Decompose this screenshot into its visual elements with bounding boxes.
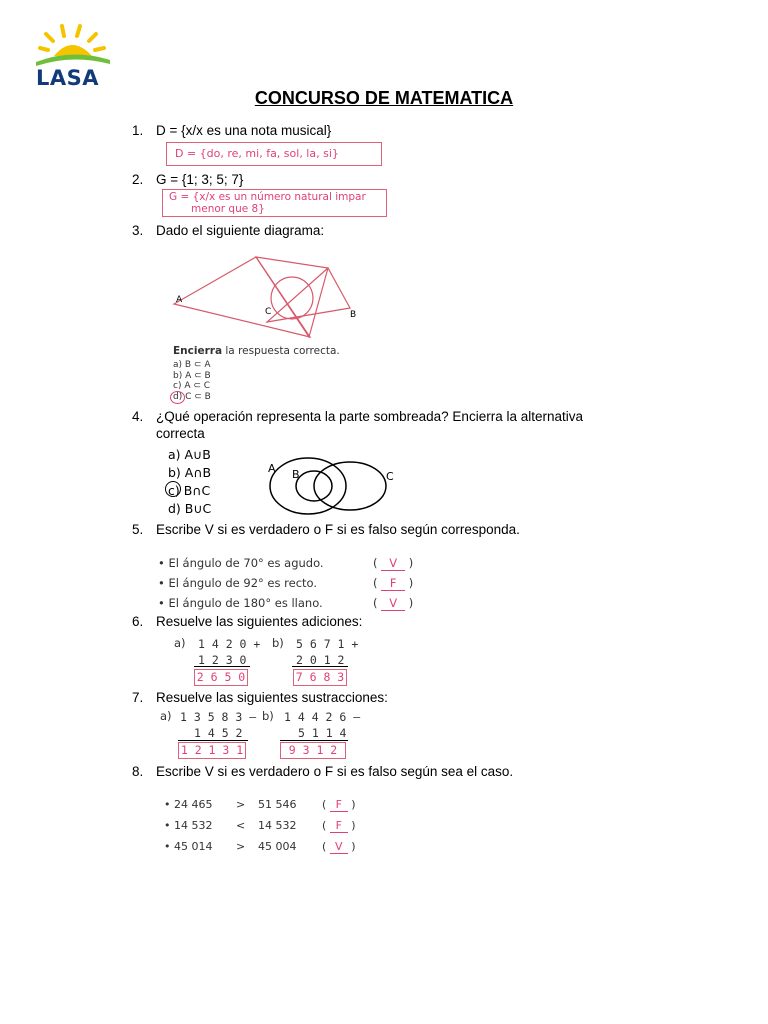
sum-b-label: b) [272, 636, 284, 650]
selected-option-circle [170, 391, 185, 404]
triangle-a [174, 257, 310, 337]
right-number: 51 546 [258, 798, 297, 811]
question-number: 1. [132, 123, 144, 138]
addend-1: 5 6 7 1 + [296, 637, 359, 651]
sub-result-box[interactable]: 1 2 1 3 1 [178, 742, 246, 759]
option-b[interactable]: b) A∩B [168, 465, 212, 480]
label-c: C [265, 307, 272, 317]
question-text-line1: ¿Qué operación representa la parte sombreada? Encierra la alternativa [156, 409, 583, 424]
comparison-list [164, 798, 364, 861]
question-text: Escribe V si es verdadero o F si es falso según corresponda. [156, 522, 520, 537]
operator: > [236, 798, 246, 811]
answer-box [166, 142, 382, 166]
sum-a [198, 636, 260, 668]
sum-result-box[interactable]: 2 6 5 0 [194, 669, 248, 686]
tf-statement: • El ángulo de 92° es recto. [158, 576, 318, 590]
operator: > [236, 840, 246, 853]
left-number: • 14 532 [164, 819, 213, 832]
question-text: Resuelve las siguientes sustracciones: [156, 690, 388, 705]
tf-statement: • El ángulo de 70° es agudo. [158, 556, 324, 570]
sub-b [284, 709, 360, 741]
sub-a-label: a) [160, 709, 172, 723]
tf-list [158, 556, 418, 616]
minuend: 1 4 4 2 6 – [284, 710, 361, 724]
set-c [314, 462, 386, 510]
instruction-rest: la respuesta correcta. [222, 345, 340, 357]
lasa-logo [32, 22, 114, 92]
instruction-bold: Encierra [173, 345, 223, 357]
sub-line [178, 740, 248, 741]
question-number: 7. [132, 690, 144, 705]
question-text: Escribe V si es verdadero o F si es falso según sea el caso. [156, 764, 514, 779]
answer-box [162, 189, 387, 217]
sum-line [292, 666, 348, 667]
tf-item: • El ángulo de 180° es llano. ( V ) [158, 596, 414, 610]
option-b[interactable]: b) A ⊂ B [173, 370, 211, 381]
addend-2: 2 0 1 2 [296, 653, 345, 667]
left-number: • 45 014 [164, 840, 213, 853]
minuend: 1 3 5 8 3 – [180, 710, 257, 724]
question-text: G = {1; 3; 5; 7} [156, 172, 244, 187]
triangle-aux [256, 257, 328, 337]
option-d[interactable]: d) C ⊂ B [173, 391, 211, 402]
left-number: • 24 465 [164, 798, 213, 811]
answer-line: menor que 8} [191, 203, 265, 215]
answer-line: G = {x/x es un número natural impar [169, 191, 366, 203]
comparison-item: • 45 014 > 45 004 ( V ) [164, 840, 356, 853]
page-title: CONCURSO DE MATEMATICA [254, 88, 514, 108]
label-c: C [386, 470, 394, 483]
selected-option-circle [165, 481, 181, 497]
question-number: 4. [132, 409, 144, 424]
question-number: 2. [132, 172, 144, 187]
option-c[interactable]: c) B∩C [168, 483, 211, 498]
option-a[interactable]: a) B ⊂ A [173, 360, 211, 370]
sub-line [280, 740, 348, 741]
sub-b-label: b) [262, 709, 274, 723]
sum-line [194, 666, 250, 667]
sub-a [180, 709, 256, 741]
tf-answer[interactable]: F [330, 798, 348, 812]
label-a: A [268, 462, 276, 475]
option-a[interactable]: a) A∪B [168, 447, 211, 462]
subtrahend: 1 4 5 2 [194, 726, 243, 740]
set-a [270, 458, 346, 514]
label-b: B [292, 468, 300, 481]
question-number: 8. [132, 764, 144, 779]
tf-item: • El ángulo de 92° es recto. ( F ) [158, 576, 414, 590]
answer-text: D = {do, re, mi, fa, sol, la, si} [175, 147, 339, 160]
sun-icon [32, 22, 114, 68]
question-text-line2: correcta [156, 426, 205, 441]
subtrahend: 5 1 1 4 [298, 726, 347, 740]
addend-1: 1 4 2 0 + [198, 637, 261, 651]
question-number: 3. [132, 223, 144, 238]
tf-answer[interactable]: V [330, 840, 348, 854]
label-a: A [176, 295, 183, 305]
option-c[interactable]: c) A ⊂ C [173, 381, 211, 391]
tf-statement: • El ángulo de 180° es llano. [158, 596, 323, 610]
triangle-b [267, 268, 350, 322]
addend-2: 1 2 3 0 [198, 653, 247, 667]
operator: < [236, 819, 246, 832]
tf-item: • El ángulo de 70° es agudo. ( V ) [158, 556, 414, 570]
sum-b [296, 636, 358, 668]
logo-text: LASA [36, 66, 100, 90]
sub-result-box[interactable]: 9 3 1 2 [280, 742, 346, 759]
tf-answer[interactable]: F [381, 576, 405, 591]
option-d[interactable]: d) B∪C [168, 501, 212, 516]
tf-answer[interactable]: V [381, 596, 405, 611]
sum-a-label: a) [174, 636, 186, 650]
tf-answer[interactable]: V [381, 556, 405, 571]
instruction [173, 345, 340, 357]
label-b: B [350, 310, 357, 320]
question-number: 6. [132, 614, 144, 629]
comparison-item: • 24 465 > 51 546 ( F ) [164, 798, 356, 811]
question-text: Dado el siguiente diagrama: [156, 223, 325, 238]
right-number: 14 532 [258, 819, 297, 832]
star-diagram [170, 252, 370, 344]
sum-result-box[interactable]: 7 6 8 3 [293, 669, 347, 686]
question-text: D = {x/x es una nota musical} [156, 123, 332, 138]
venn-diagram [262, 456, 402, 518]
question-text: Resuelve las siguientes adiciones: [156, 614, 363, 629]
question-number: 5. [132, 522, 144, 537]
right-number: 45 004 [258, 840, 297, 853]
circle-c [271, 277, 313, 319]
tf-answer[interactable]: F [330, 819, 348, 833]
comparison-item: • 14 532 < 14 532 ( F ) [164, 819, 356, 832]
